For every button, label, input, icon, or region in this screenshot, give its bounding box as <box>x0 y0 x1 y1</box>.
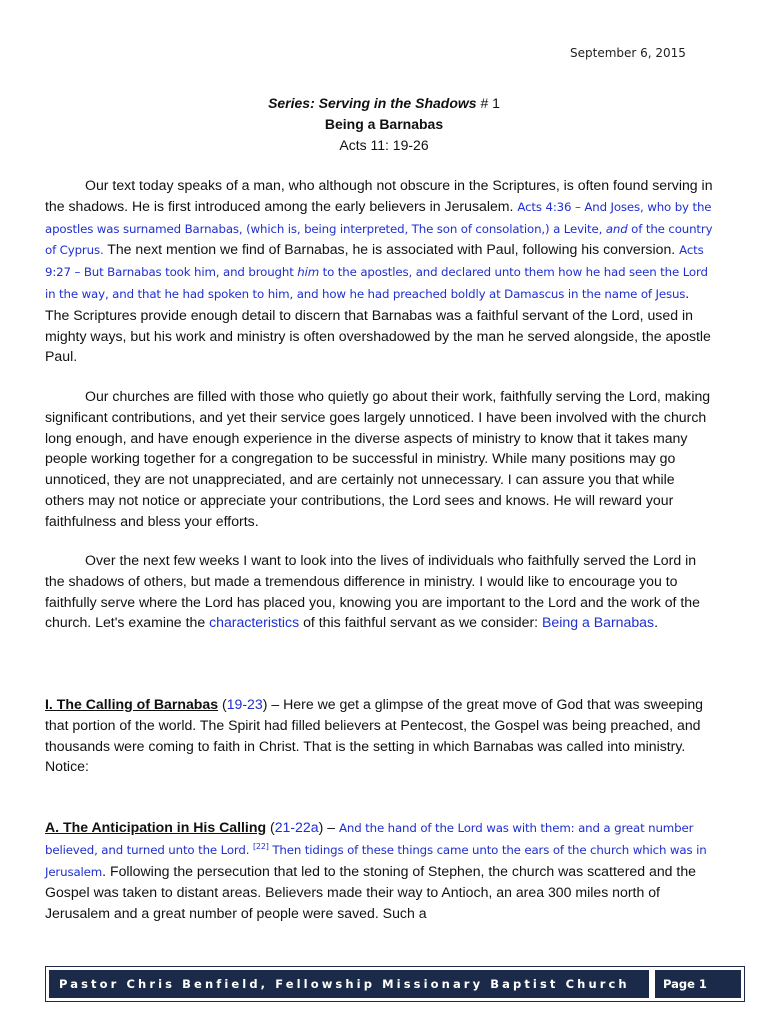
scripture-italic: and <box>605 221 628 236</box>
sermon-header <box>0 93 768 156</box>
section-calling: I. The Calling of Barnabas (19-23) – Here we get a glimpse of the great move of God that was sweeping that portion of the world. The Spirit had filled believers at Pentecost, the Gospel was being preached, and thousands were coming to faith in Christ. That is the setting in which Barnabas was called into ministry. Notice: <box>45 696 704 775</box>
verse-ref-21-22a[interactable]: 21-22a <box>274 819 319 835</box>
scripture-text: Acts 4:36 – And Joses, who by the apostles was surnamed Barnabas, (which is, being interpreted, The son of consolation,) a Levite, <box>45 199 712 236</box>
scripture-text: Then tidings of these things came unto the ears of the church which was in Jerusalem <box>45 842 707 879</box>
paragraph-next-weeks <box>45 550 713 633</box>
characteristics-link[interactable]: characteristics <box>209 614 300 631</box>
scripture-text: to the apostles, and declared unto them how he had seen the Lord in the way, and that he had spoken to him, and how he had preached boldly at Damascus in the name of Jesus <box>45 265 708 301</box>
calling-text: – Here we get a glimpse of the great move of God that was sweeping that portion of the world. The Spirit had filled believers at Pentecost, the Gospel was being preached, and thousands were coming to faith in Christ. That is the setting in which Barnabas was called into ministry. Notice: <box>45 696 704 775</box>
section-heading-anticipation: A. The Anticipation in His Calling <box>45 819 267 835</box>
series-number: # 1 <box>476 95 500 111</box>
footer-page-number: Page 1 <box>655 970 741 998</box>
dash: – <box>323 819 339 835</box>
section-anticipation: A. The Anticipation in His Calling (21-22a) – And the hand of the Lord was with them: and a great number believed, and turned unto the Lord. [22] Then tidings of these things came unto the ears of the church which was in Jerusalem. Following the persecution that led to the stoning of Stephen, the church was scattered and the Gospel was taken to distant areas. Believers made their way to Antioch, an area 300 miles north of Jerusalem and a great number of people were saved. Such a <box>45 819 707 922</box>
next-weeks-text-3: . <box>654 614 658 631</box>
sermon-passage: Acts 11: 19-26 <box>339 137 429 153</box>
sermon-title: Being a Barnabas <box>324 116 444 132</box>
scripture-text: And the hand of the Lord was with them: and a great number believed, and turned unto the Lord. <box>45 821 694 857</box>
series-label: Series: Serving in the Shadows <box>268 95 477 111</box>
intro-text-3: . The Scriptures provide enough detail to discern that Barnabas was a faithful servant of the Lord, used in mighty ways, but his work and ministry is often overshadowed by the man he served alongside, the apostle Paul. <box>45 284 711 365</box>
document-date: September 6, 2015 <box>570 46 686 60</box>
intro-text-1: Our text today speaks of a man, who although not obscure in the Scriptures, is often found serving in the shadows. He is first introduced among the early believers in Jerusalem. <box>45 177 713 214</box>
verse-number-22: [22] <box>252 841 269 851</box>
next-weeks-text-2: of this faithful servant as we consider: <box>299 614 542 631</box>
series-line <box>0 93 768 114</box>
section-heading-calling: I. The Calling of Barnabas <box>45 696 219 712</box>
churches-text: Our churches are filled with those who quietly go about their work, faithfully serving the Lord, making significant contributions, and yet their service goes largely unnoticed. I have been involved with the church long enough, and have enough experience in the diverse aspects of ministry to know that it takes many people working together for a congregation to be successful in ministry. While many positions may go unnoticed, they are not unappreciated, and are certainly not unnecessary. I can assure you that while others may not notice or appreciate your contributions, the Lord sees and knows. He will reward your faithfulness and bless your efforts. <box>45 388 711 529</box>
page-footer <box>45 966 745 1002</box>
scripture-text: Acts 9:27 – But Barnabas took him, and brought <box>45 243 704 280</box>
scripture-italic: him <box>297 265 320 280</box>
next-weeks-text-1: Over the next few weeks I want to look into the lives of individuals who faithfully served the Lord in the shadows of others, but made a tremendous difference in ministry. I would like to encourage you to faithfully serve where the Lord has placed you, knowing you are important to the Lord and the work of the church. Let's examine the <box>45 552 700 631</box>
scripture-text: of the country of Cyprus. <box>45 221 713 258</box>
anticipation-text: . Following the persecution that led to the stoning of Stephen, the church was scattered and the Gospel was taken to distant areas. Believers made their way to Antioch, an area 300 miles north of Jerusalem and a great number of people were saved. Such a <box>45 862 697 922</box>
being-a-barnabas-link[interactable]: Being a Barnabas <box>542 614 655 631</box>
intro-text-2: The next mention we find of Barnabas, he is associated with Paul, following his conversion. <box>103 241 680 258</box>
paragraph-churches <box>45 386 713 532</box>
paragraph-intro <box>45 175 713 367</box>
footer-author: Pastor Chris Benfield, Fellowship Missionary Baptist Church <box>49 970 649 998</box>
verse-ref-19-23[interactable]: 19-23 <box>226 696 263 712</box>
